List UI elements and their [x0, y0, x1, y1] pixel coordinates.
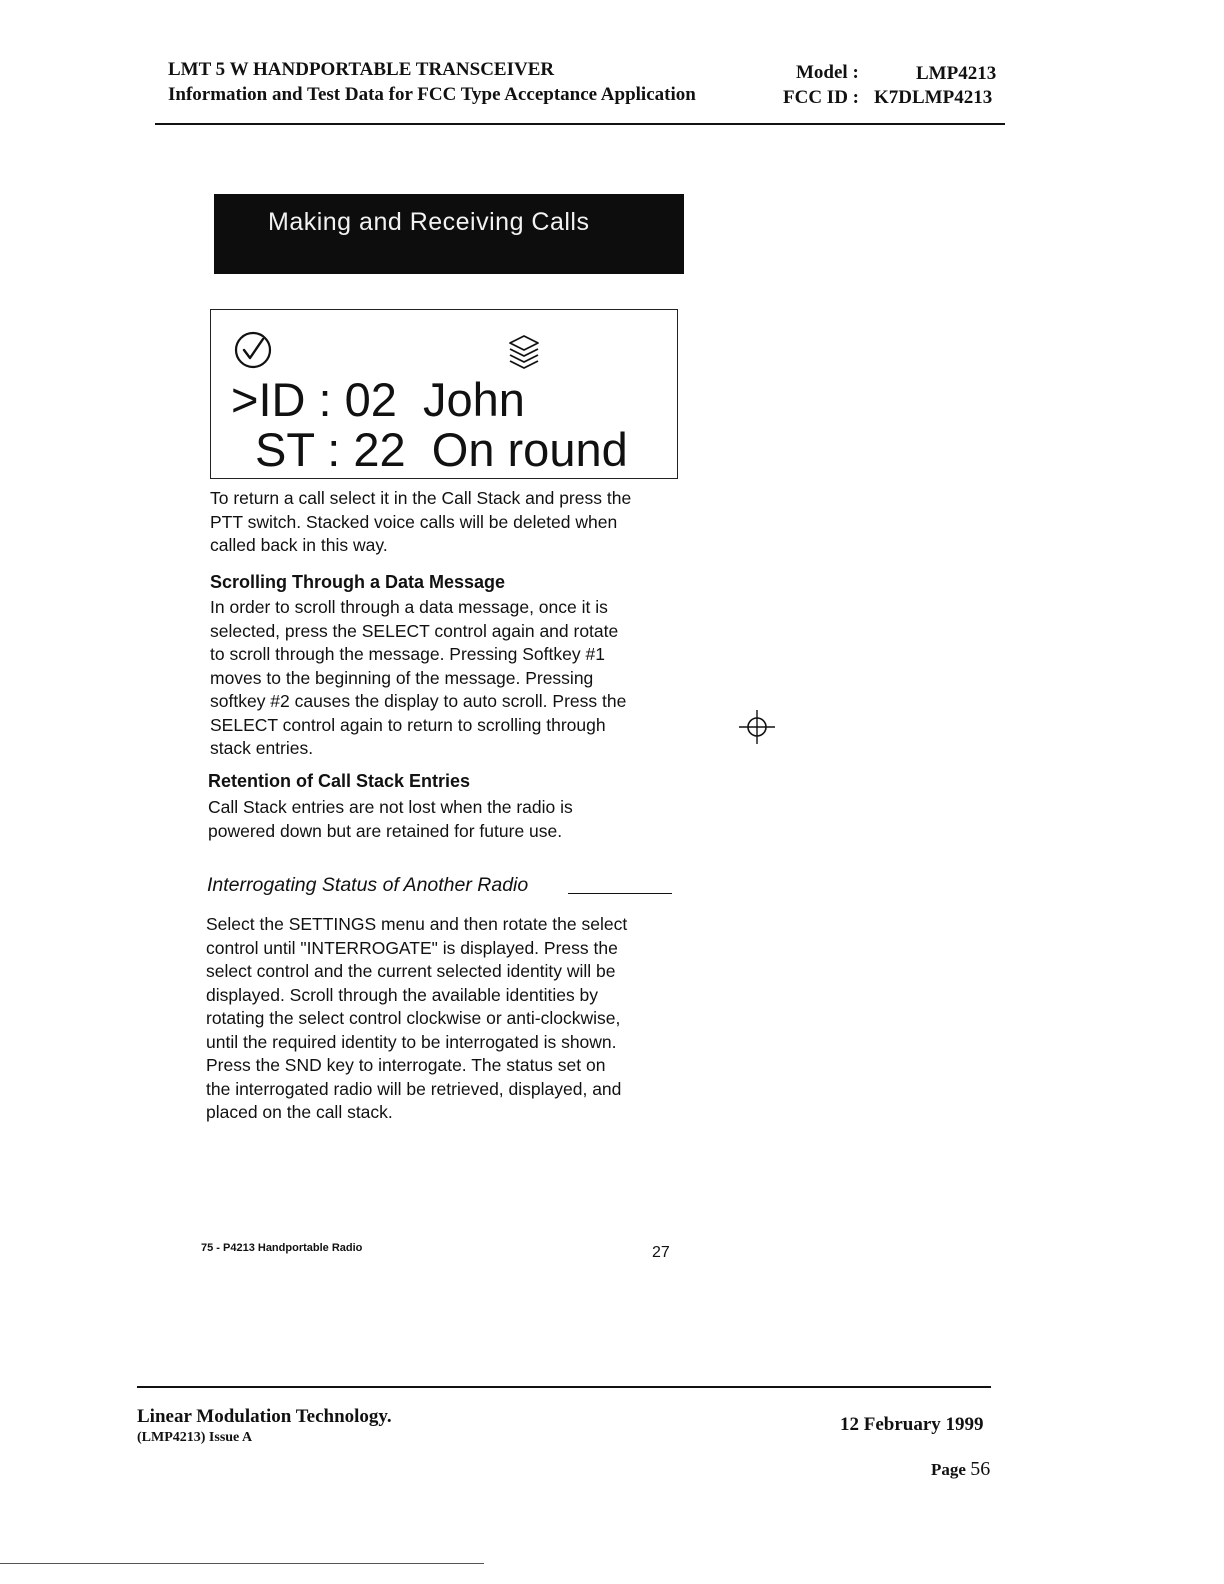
- text-line: the interrogated radio will be retrieved, displayed, and: [206, 1078, 622, 1099]
- text-line: called back in this way.: [210, 535, 388, 555]
- section-banner: [214, 194, 684, 274]
- text-line: SELECT control again to return to scrolling through: [210, 714, 606, 735]
- text-line: To return a call select it in the Call Stack and press the: [210, 488, 632, 508]
- document-title: LMT 5 W HANDPORTABLE TRANSCEIVER: [168, 59, 555, 80]
- paragraph-scrolling: [210, 596, 680, 761]
- text-line: softkey #2 causes the display to auto scroll. Press the: [210, 691, 627, 711]
- page-number: 56: [970, 1458, 991, 1480]
- model-value: LMP4213: [916, 63, 997, 84]
- text-line: selected, press the SELECT control again and rotate: [210, 620, 619, 641]
- heading-interrogating: Interrogating Status of Another Radio: [207, 874, 529, 896]
- page-label: Page: [931, 1460, 966, 1479]
- heading-underline: [568, 893, 672, 894]
- model-label: Model :: [796, 62, 859, 83]
- display-status-line: ST : 22 On round: [255, 423, 628, 476]
- registration-mark-icon: [738, 708, 776, 746]
- text-line: select control and the current selected identity will be: [206, 961, 616, 981]
- inner-doc-reference: 75 - P4213 Handportable Radio: [201, 1242, 363, 1254]
- check-circle-icon: [233, 330, 273, 370]
- paragraph-retention: [208, 796, 678, 843]
- text-line: until the required identity to be interrogated is shown.: [206, 1031, 617, 1052]
- bottom-scan-line: [0, 1563, 484, 1564]
- text-line: control until "INTERROGATE" is displayed. Press the: [206, 937, 618, 958]
- fcc-id-value: K7DLMP4213: [874, 87, 993, 108]
- fcc-id-label: FCC ID :: [783, 87, 859, 108]
- inner-page-number: 27: [652, 1244, 670, 1261]
- radio-display: [210, 309, 678, 479]
- text-line: Select the SETTINGS menu and then rotate the select: [206, 914, 628, 934]
- text-line: moves to the beginning of the message. Pressing: [210, 667, 594, 688]
- text-line: In order to scroll through a data message, once it is: [210, 597, 608, 617]
- text-line: rotating the select control clockwise or anti-clockwise,: [206, 1008, 621, 1028]
- paragraph-return-call: [210, 487, 690, 558]
- company-name: Linear Modulation Technology.: [137, 1406, 392, 1427]
- issue-label: (LMP4213) Issue A: [137, 1430, 253, 1445]
- stack-layers-icon: [504, 332, 544, 370]
- text-line: to scroll through the message. Pressing Softkey #1: [210, 644, 605, 664]
- paragraph-interrogating: [206, 913, 676, 1125]
- section-title: Making and Receiving Calls: [268, 208, 590, 236]
- footer-divider: [137, 1386, 991, 1388]
- heading-scrolling: Scrolling Through a Data Message: [210, 572, 506, 592]
- document-subtitle: Information and Test Data for FCC Type Acceptance Application: [168, 84, 696, 105]
- text-line: Press the SND key to interrogate. The status set on: [206, 1055, 606, 1075]
- text-line: Call Stack entries are not lost when the radio is: [208, 797, 573, 817]
- display-id-line: >ID : 02 John: [231, 373, 525, 426]
- text-line: displayed. Scroll through the available identities by: [206, 984, 599, 1005]
- heading-retention: Retention of Call Stack Entries: [208, 771, 471, 791]
- page-indicator: [931, 1458, 990, 1481]
- text-line: stack entries.: [210, 738, 314, 758]
- header-divider: [155, 123, 1005, 125]
- text-line: powered down but are retained for future use.: [208, 820, 563, 841]
- text-line: PTT switch. Stacked voice calls will be deleted when: [210, 511, 618, 532]
- text-line: placed on the call stack.: [206, 1102, 393, 1122]
- document-date: 12 February 1999: [840, 1414, 984, 1435]
